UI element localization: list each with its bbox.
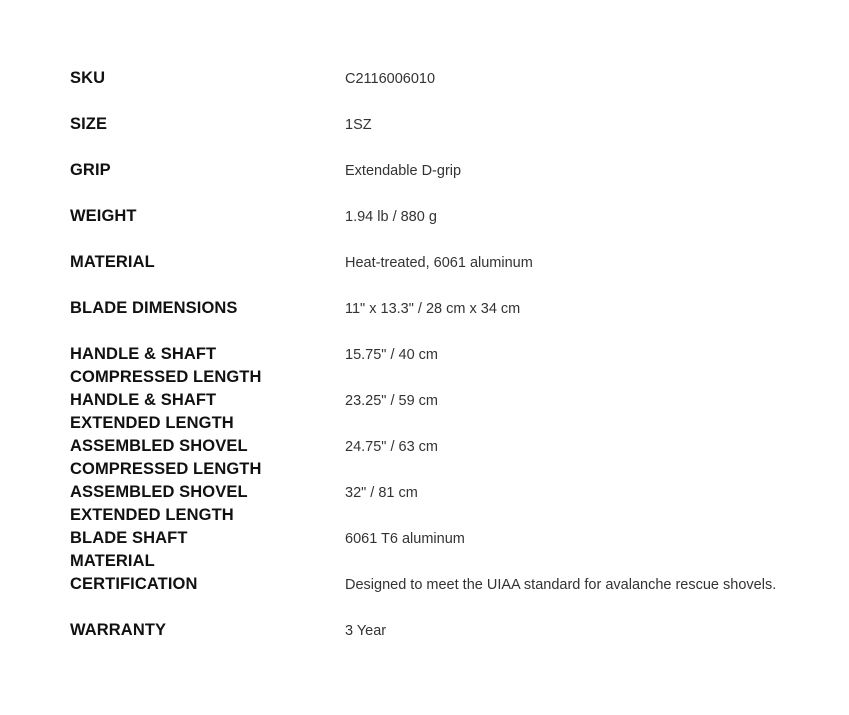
spec-label: CERTIFICATION <box>70 575 198 593</box>
spec-value: 15.75" / 40 cm <box>345 347 439 363</box>
spec-value: 32" / 81 cm <box>345 485 418 501</box>
spec-label: BLADE SHAFT MATERIAL <box>70 529 188 570</box>
spec-label: BLADE DIMENSIONS <box>70 299 238 317</box>
spec-row-weight <box>70 205 810 251</box>
spec-row-assembled-compressed <box>70 435 810 481</box>
spec-row-certification <box>70 573 810 619</box>
spec-row-warranty <box>70 619 810 665</box>
spec-label: WEIGHT <box>70 207 137 225</box>
spec-label: HANDLE & SHAFT EXTENDED LENGTH <box>70 391 234 432</box>
spec-value: 24.75" / 63 cm <box>345 439 439 455</box>
spec-label: MATERIAL <box>70 253 155 271</box>
spec-row-handle-shaft-compressed <box>70 343 810 389</box>
spec-value: 1.94 lb / 880 g <box>345 209 437 225</box>
spec-value: 3 Year <box>345 623 387 639</box>
spec-row-size <box>70 113 810 159</box>
spec-row-blade-dimensions <box>70 297 810 343</box>
spec-value: Designed to meet the UIAA standard for avalanche rescue shovels. <box>345 577 777 593</box>
spec-value: 6061 T6 aluminum <box>345 531 465 547</box>
spec-label: SKU <box>70 69 106 87</box>
spec-value: C2116006010 <box>345 71 436 87</box>
spec-label: GRIP <box>70 161 111 179</box>
spec-row-handle-shaft-extended <box>70 389 810 435</box>
spec-row-grip <box>70 159 810 205</box>
spec-label: ASSEMBLED SHOVEL EXTENDED LENGTH <box>70 483 248 524</box>
spec-value: 23.25" / 59 cm <box>345 393 439 409</box>
spec-value: 11" x 13.3" / 28 cm x 34 cm <box>345 301 521 317</box>
spec-value: 1SZ <box>345 117 372 133</box>
spec-value: Extendable D-grip <box>345 163 462 179</box>
spec-row-sku <box>70 67 810 113</box>
spec-label: HANDLE & SHAFT COMPRESSED LENGTH <box>70 345 262 386</box>
spec-value: Heat-treated, 6061 aluminum <box>345 255 533 271</box>
spec-row-material <box>70 251 810 297</box>
spec-label: SIZE <box>70 115 108 133</box>
spec-label: ASSEMBLED SHOVEL COMPRESSED LENGTH <box>70 437 262 478</box>
spec-row-assembled-extended <box>70 481 810 527</box>
spec-row-blade-shaft-material <box>70 527 810 573</box>
spec-table <box>70 67 810 665</box>
spec-label: WARRANTY <box>70 621 167 639</box>
